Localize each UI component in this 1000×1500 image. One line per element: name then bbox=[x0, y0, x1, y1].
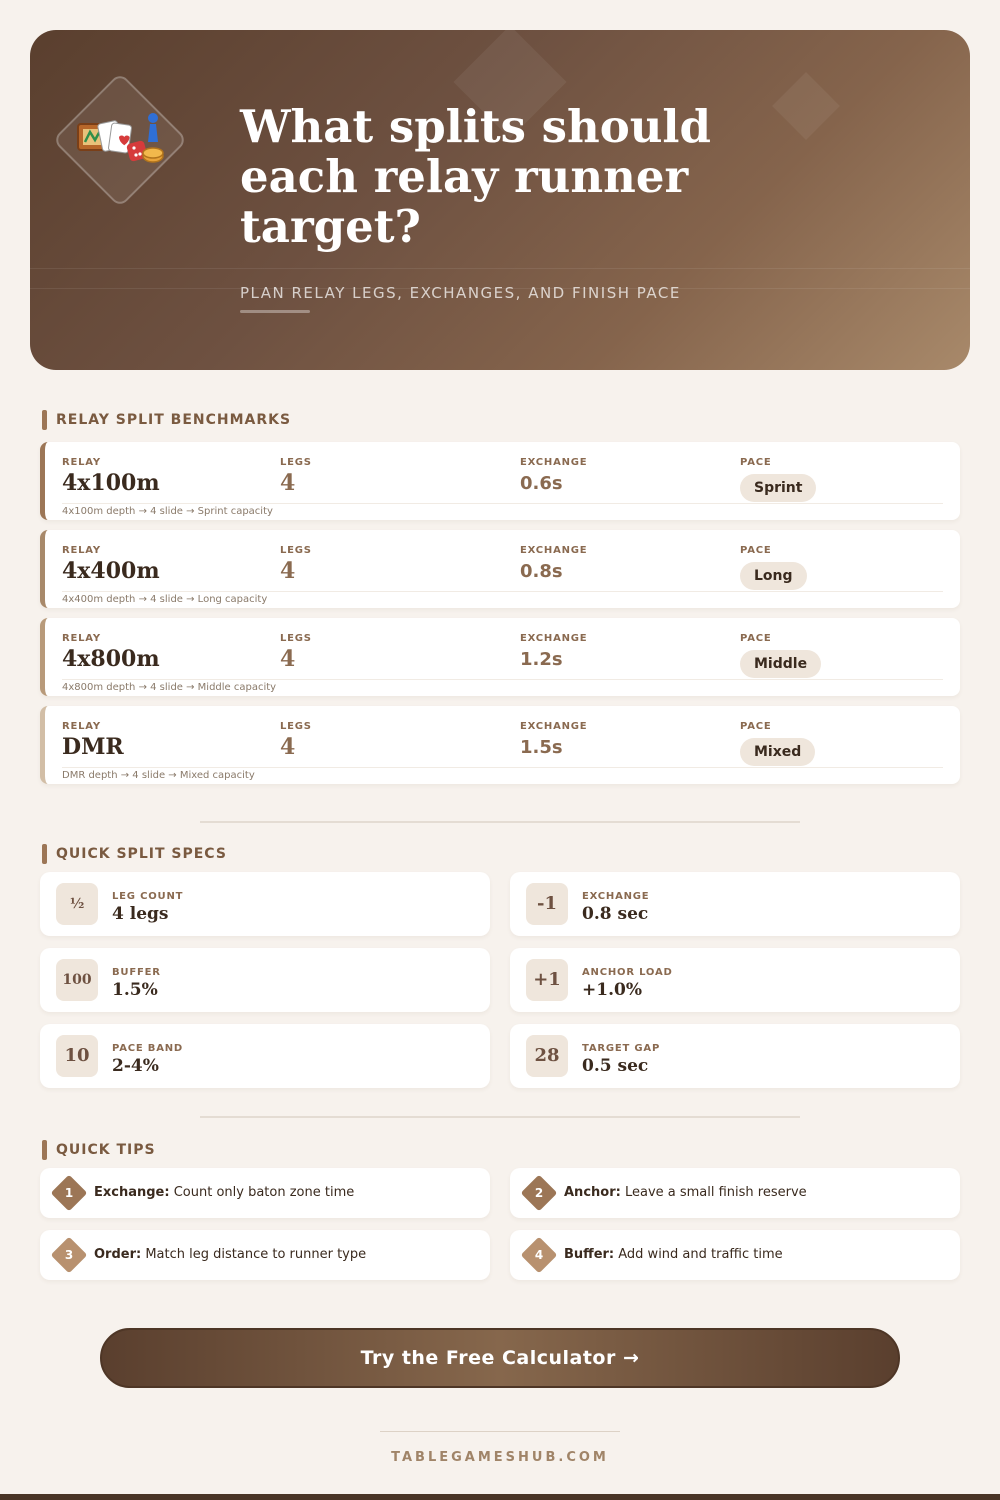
pace-label: PACE bbox=[740, 633, 772, 644]
row-separator bbox=[62, 591, 943, 592]
spec-badge: 100 bbox=[56, 959, 98, 1001]
legs-label: LEGS bbox=[280, 721, 312, 732]
legs-value: 4 bbox=[280, 470, 296, 496]
benchmark-note: DMR depth → 4 slide → Mixed capacity bbox=[62, 770, 255, 781]
relay-label: RELAY bbox=[62, 633, 101, 644]
tip-number-badge bbox=[521, 1175, 558, 1212]
tip-card bbox=[40, 1230, 490, 1280]
exchange-value: 0.6s bbox=[520, 473, 563, 494]
spec-card bbox=[510, 948, 960, 1012]
benchmark-row bbox=[40, 706, 960, 784]
spec-badge: 10 bbox=[56, 1035, 98, 1077]
spec-value: 0.8 sec bbox=[582, 904, 649, 924]
pace-badge: Middle bbox=[740, 650, 821, 678]
relay-name: 4x800m bbox=[62, 646, 160, 672]
bottom-bar bbox=[0, 1494, 1000, 1500]
pace-label: PACE bbox=[740, 545, 772, 556]
tip-heading: Exchange: bbox=[94, 1185, 170, 1200]
tip-number-badge bbox=[521, 1237, 558, 1274]
benchmark-row bbox=[40, 442, 960, 520]
tip-heading: Buffer: bbox=[564, 1247, 615, 1262]
tip-number: 3 bbox=[64, 1248, 74, 1262]
spec-card bbox=[40, 948, 490, 1012]
legs-label: LEGS bbox=[280, 633, 312, 644]
tip-body: Count only baton zone time bbox=[169, 1185, 355, 1200]
section-title-specs: QUICK SPLIT SPECS bbox=[42, 844, 227, 864]
tip-number: 4 bbox=[534, 1248, 544, 1262]
pace-badge: Mixed bbox=[740, 738, 815, 766]
tip-card bbox=[510, 1168, 960, 1218]
page-subtitle: PLAN RELAY LEGS, EXCHANGES, AND FINISH PACE bbox=[240, 284, 681, 302]
divider bbox=[200, 1116, 800, 1118]
table-games-icon bbox=[74, 110, 166, 170]
spec-card bbox=[510, 872, 960, 936]
exchange-label: EXCHANGE bbox=[520, 545, 588, 556]
section-title-tips: QUICK TIPS bbox=[42, 1140, 156, 1160]
spec-value: 2-4% bbox=[112, 1056, 159, 1076]
legs-value: 4 bbox=[280, 734, 296, 760]
pace-label: PACE bbox=[740, 457, 772, 468]
tip-card bbox=[510, 1230, 960, 1280]
relay-name: 4x100m bbox=[62, 470, 160, 496]
footer-divider bbox=[380, 1431, 620, 1432]
legs-value: 4 bbox=[280, 646, 296, 672]
benchmark-note: 4x100m depth → 4 slide → Sprint capacity bbox=[62, 506, 273, 517]
tip-number-badge bbox=[51, 1175, 88, 1212]
row-separator bbox=[62, 679, 943, 680]
exchange-label: EXCHANGE bbox=[520, 721, 588, 732]
spec-card bbox=[40, 872, 490, 936]
section-title-benchmarks: RELAY SPLIT BENCHMARKS bbox=[42, 410, 291, 430]
legs-value: 4 bbox=[280, 558, 296, 584]
exchange-value: 1.2s bbox=[520, 649, 563, 670]
tip-number-badge bbox=[51, 1237, 88, 1274]
spec-label: EXCHANGE bbox=[582, 891, 650, 902]
spec-value: 1.5% bbox=[112, 980, 158, 1000]
spec-badge: -1 bbox=[526, 883, 568, 925]
row-separator bbox=[62, 503, 943, 504]
calculator-cta-button[interactable]: Try the Free Calculator → bbox=[100, 1328, 900, 1388]
exchange-value: 1.5s bbox=[520, 737, 563, 758]
hero-banner bbox=[30, 30, 970, 370]
tip-text bbox=[94, 1185, 354, 1200]
tip-text bbox=[94, 1247, 366, 1262]
spec-label: BUFFER bbox=[112, 967, 161, 978]
tip-text bbox=[564, 1247, 783, 1262]
relay-label: RELAY bbox=[62, 545, 101, 556]
relay-name: DMR bbox=[62, 734, 124, 760]
tip-number: 1 bbox=[64, 1186, 74, 1200]
tip-body: Match leg distance to runner type bbox=[141, 1247, 367, 1262]
exchange-value: 0.8s bbox=[520, 561, 563, 582]
legs-label: LEGS bbox=[280, 545, 312, 556]
spec-badge: +1 bbox=[526, 959, 568, 1001]
tip-number: 2 bbox=[534, 1186, 544, 1200]
tip-text bbox=[564, 1185, 807, 1200]
tip-card bbox=[40, 1168, 490, 1218]
spec-label: PACE BAND bbox=[112, 1043, 184, 1054]
exchange-label: EXCHANGE bbox=[520, 633, 588, 644]
relay-name: 4x400m bbox=[62, 558, 160, 584]
tip-body: Add wind and traffic time bbox=[614, 1247, 783, 1262]
page-title: What splits should each relay runner target? bbox=[240, 100, 711, 253]
spec-card bbox=[510, 1024, 960, 1088]
tip-heading: Order: bbox=[94, 1247, 142, 1262]
legs-label: LEGS bbox=[280, 457, 312, 468]
benchmark-row bbox=[40, 530, 960, 608]
spec-label: ANCHOR LOAD bbox=[582, 967, 673, 978]
tip-heading: Anchor: bbox=[564, 1185, 621, 1200]
benchmark-note: 4x400m depth → 4 slide → Long capacity bbox=[62, 594, 268, 605]
subtitle-underline bbox=[240, 310, 310, 313]
spec-badge: ½ bbox=[56, 883, 98, 925]
benchmark-row bbox=[40, 618, 960, 696]
divider bbox=[200, 821, 800, 823]
relay-label: RELAY bbox=[62, 721, 101, 732]
spec-label: TARGET GAP bbox=[582, 1043, 661, 1054]
footer-site-name: TABLEGAMESHUB.COM bbox=[391, 1450, 609, 1465]
pace-badge: Long bbox=[740, 562, 807, 590]
exchange-label: EXCHANGE bbox=[520, 457, 588, 468]
pace-badge: Sprint bbox=[740, 474, 816, 502]
spec-badge: 28 bbox=[526, 1035, 568, 1077]
tip-body: Leave a small finish reserve bbox=[620, 1185, 807, 1200]
pace-label: PACE bbox=[740, 721, 772, 732]
decorative-line bbox=[30, 268, 970, 269]
row-separator bbox=[62, 767, 943, 768]
spec-card bbox=[40, 1024, 490, 1088]
spec-value: 0.5 sec bbox=[582, 1056, 649, 1076]
benchmark-note: 4x800m depth → 4 slide → Middle capacity bbox=[62, 682, 277, 693]
spec-label: LEG COUNT bbox=[112, 891, 184, 902]
relay-label: RELAY bbox=[62, 457, 101, 468]
spec-value: 4 legs bbox=[112, 904, 169, 924]
spec-value: +1.0% bbox=[582, 980, 642, 1000]
